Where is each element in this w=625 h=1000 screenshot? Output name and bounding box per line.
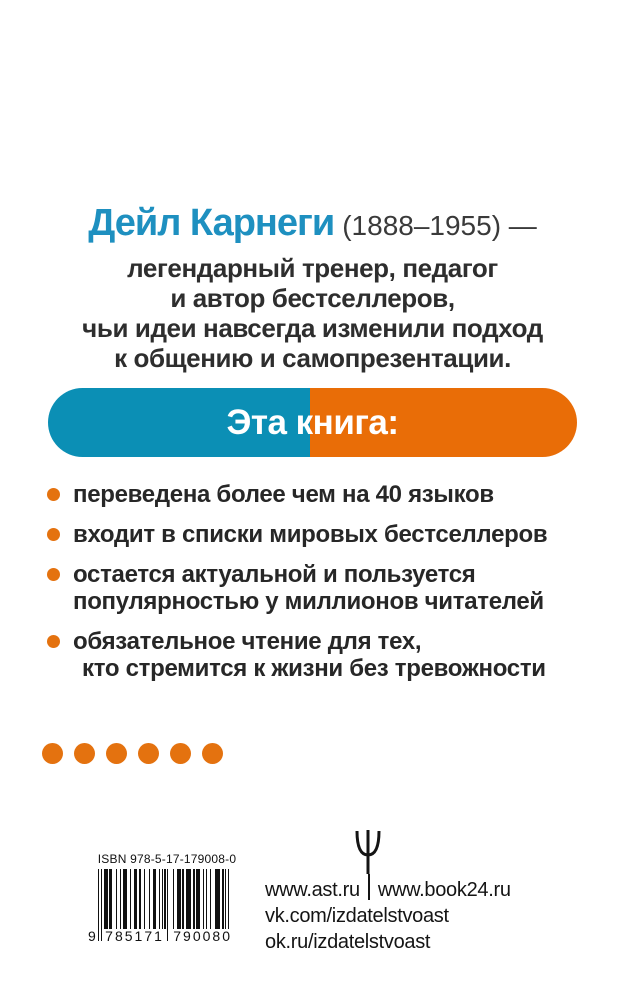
- author-line: легендарный тренер, педагог: [127, 253, 498, 283]
- barcode-digit-group: 9: [88, 928, 96, 944]
- link-book24: www.book24.ru: [377, 879, 511, 901]
- isbn-label: ISBN 978-5-17-179008-0: [97, 852, 237, 866]
- bullet-icon: [47, 635, 60, 648]
- feature-text: популярностью у миллионов читателей: [73, 588, 544, 615]
- link-ok: ok.ru/izdatelstvoast: [265, 931, 431, 953]
- vertical-divider: [368, 874, 370, 900]
- barcode-digit-group: 785171: [105, 928, 164, 944]
- dot-icon: [138, 743, 159, 764]
- barcode-digit-group: 790080: [173, 928, 232, 944]
- list-item: [47, 628, 613, 682]
- dot-icon: [42, 743, 63, 764]
- feature-text: кто стремится к жизни без тревожности: [82, 655, 546, 682]
- ean13-barcode: [88, 869, 232, 944]
- dot-icon: [106, 743, 127, 764]
- feature-text: остается актуальной и пользуется: [73, 561, 476, 588]
- link-vk: vk.com/izdatelstvoast: [265, 905, 449, 927]
- bullet-icon: [47, 568, 60, 581]
- dot-icon: [74, 743, 95, 764]
- dots-row: [42, 743, 223, 764]
- bullet-icon: [47, 488, 60, 501]
- feature-text: входит в списки мировых бестселлеров: [73, 521, 548, 548]
- barcode-block: [86, 852, 238, 944]
- feature-list: [47, 481, 613, 695]
- dot-icon: [170, 743, 191, 764]
- author-line: и автор бестселлеров,: [170, 283, 455, 313]
- author-years: (1888–1955) —: [342, 210, 537, 241]
- this-book-banner: [48, 388, 577, 457]
- banner-title: Эта книга:: [226, 402, 399, 442]
- dot-icon: [202, 743, 223, 764]
- list-item: [47, 521, 613, 548]
- author-description: [0, 253, 625, 373]
- link-ast: www.ast.ru: [265, 879, 360, 901]
- feature-text: переведена более чем на 40 языков: [73, 481, 494, 508]
- author-name: Дейл Карнеги: [88, 202, 335, 244]
- barcode-digits: [86, 929, 234, 943]
- publisher-block: [265, 830, 511, 954]
- author-headline: [0, 202, 625, 245]
- feature-text: обязательное чтение для тех,: [73, 628, 422, 655]
- bullet-icon: [47, 528, 60, 541]
- author-line: чьи идеи навсегда изменили подход: [82, 313, 543, 343]
- ast-psi-logo-icon: [350, 830, 386, 876]
- author-line: к общению и самопрезентации.: [114, 343, 511, 373]
- link-line-1: [265, 878, 511, 902]
- list-item: [47, 481, 613, 508]
- author-block: [0, 202, 625, 373]
- list-item: [47, 561, 613, 615]
